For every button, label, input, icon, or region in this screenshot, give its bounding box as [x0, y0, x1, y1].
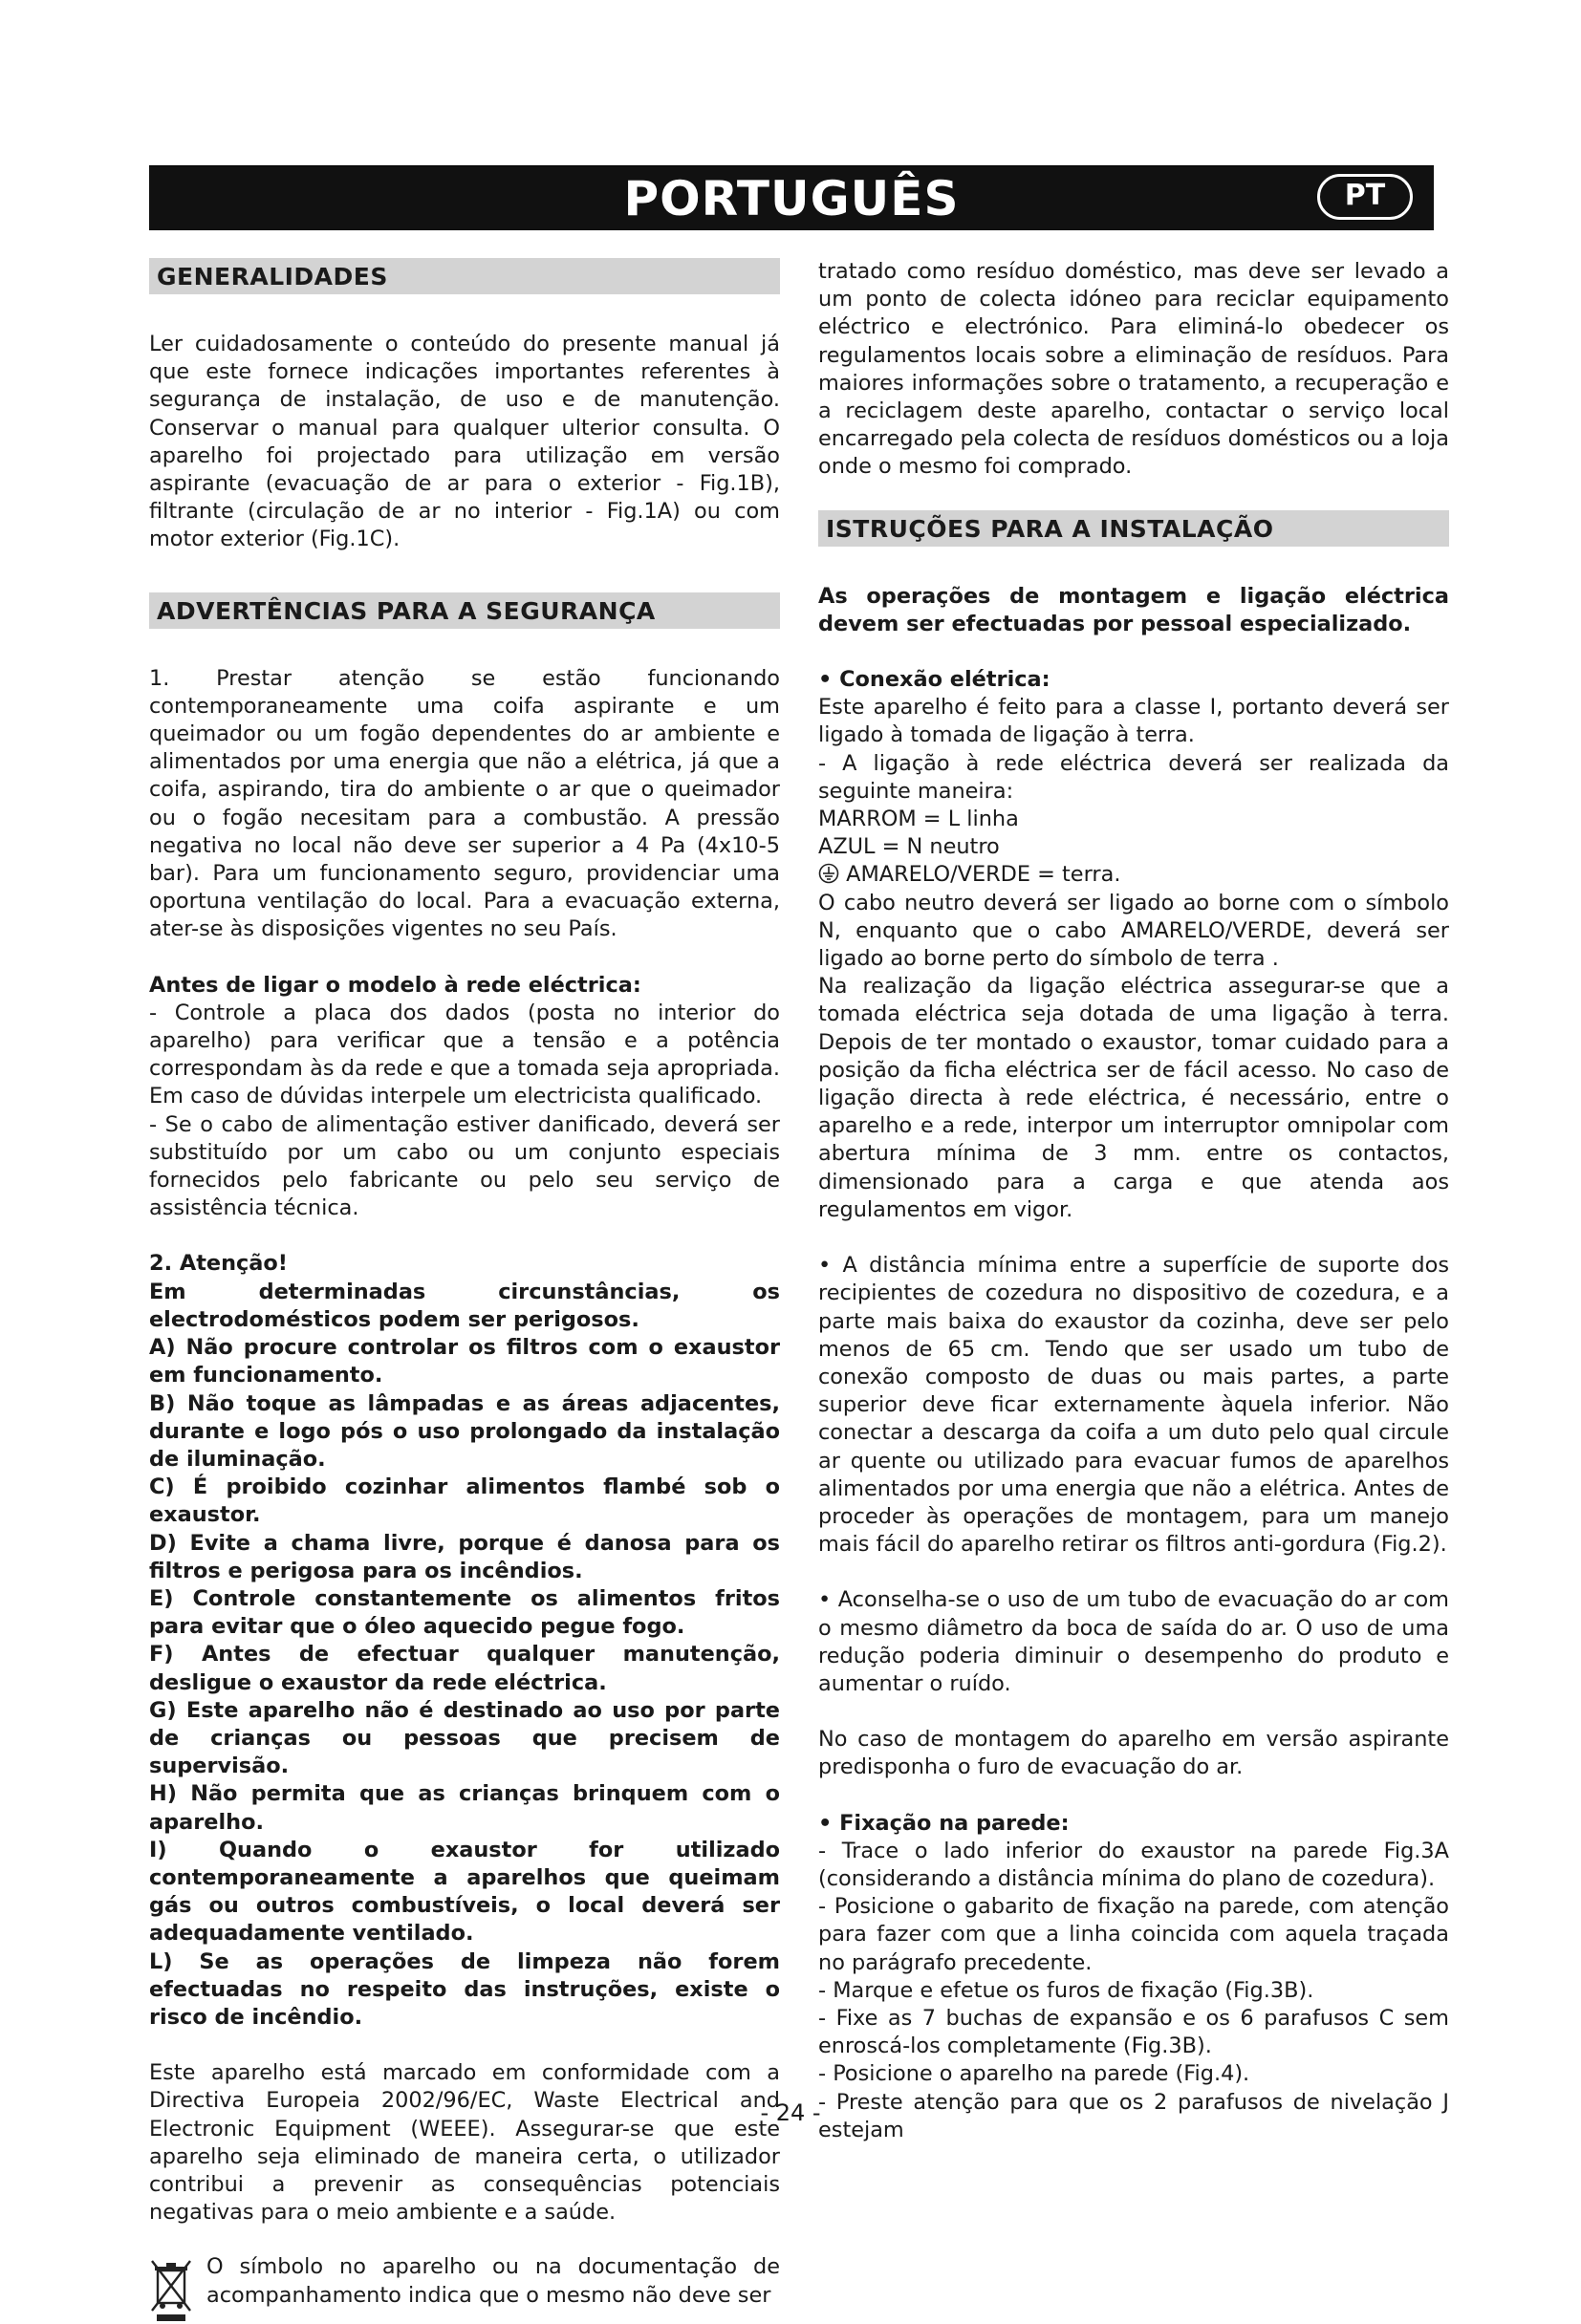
attention-title: 2. Atenção! — [149, 1251, 289, 1277]
paragraph-before-connect-b: - Se o cabo de alimentação estiver danificado, deverá ser substituído por um cabo ou um conjunto especiais fornecidos pelo fabricante ou pelo seu serviço de assistência técnica. — [149, 1111, 780, 1221]
electric-connection-line: MARROM = L linha — [818, 807, 1019, 832]
weee-notice — [149, 2253, 780, 2324]
paragraph-weee-symbol: O símbolo no aparelho ou na documentação de acompanhamento indica que o mesmo não deve ser — [206, 2254, 780, 2308]
electric-connection-line: - A ligação à rede eléctrica deverá ser realizada da seguinte maneira: — [818, 750, 1449, 804]
wall-fixing-title: • Fixação na parede: — [818, 1810, 1070, 1836]
paragraph-weee: Este aparelho está marcado em conformidade com a Directiva Europeia 2002/96/EC, Waste Electrical and Electronic Equipment (WEEE). Assegurar-se que este aparelho seja eliminado de maneira certa, o utilizador contribui a prevenir as consequências potenciais negativas para o meio ambiente e a saúde. — [149, 2060, 780, 2226]
paragraph-before-connect-a: - Controle a placa dos dados (posta no interior do aparelho) para verificar que a tensão e a potência correspondam às da rede e que a tomada seja apropriada. Em caso de dúvidas interpele um electricista qualificado. — [149, 1000, 780, 1109]
paragraph-safety-1: 1. Prestar atenção se estão funcionando contemporaneamente uma coifa aspirante e um queimador ou um fogão dependentes do ar ambiente e alimentados por uma energia que não a elétrica, já que a coifa, aspirando, tira do ambiente o ar que o queimador ou o fogão necesitam para a combustão. A pressão negativa no local não deve ser superior a 4 Pa (4x10-5 bar). Para um funcionamento seguro, providenciar uma oportuna ventilação do local. Para a evacuação externa, ater-se às disposições vigentes no seu País. — [149, 665, 780, 942]
attention-item: D) Evite a chama livre, porque é danosa para os filtros e perigosa para os incêndios. — [149, 1530, 780, 1583]
paragraph-disposal: tratado como resíduo doméstico, mas deve ser levado a um ponto de colecta idóneo para reciclar equipamento eléctrico e electrónico. Para eliminá-lo obedecer os regulamentos locais sobre a eliminação de resíduos. Para maiores informações sobre o tratamento, a recuperação e a reciclagem deste aparelho, contactar o serviço local encarregado pela colecta de resíduos domésticos ou a loja onde o mesmo foi comprado. — [818, 259, 1449, 480]
wall-fixing-line: - Fixe as 7 buchas de expansão e os 6 parafusos C sem enroscá-los completamente (Fig.3B). — [818, 2005, 1449, 2059]
paragraph-before-connect-title: Antes de ligar o modelo à rede eléctrica: — [149, 972, 641, 998]
electric-connection-line: Na realização da ligação eléctrica assegurar-se que a tomada eléctrica seja dotada de uma ligação à terra. Depois de ter montado o exaustor, tomar cuidado para a posição da ficha eléctrica ser de fácil acesso. No caso de ligação directa à rede eléctrica, é necessário, entre o aparelho e a rede, interpor um interruptor omnipolar com abertura mínima de 3 mm. entre os contactos, dimensionado para a carga e que atenda aos regulamentos em vigor. — [818, 974, 1449, 1222]
section-heading-generalidades: GENERALIDADES — [149, 258, 780, 294]
crossed-bin-icon — [149, 2257, 193, 2324]
electric-connection-line: AZUL = N neutro — [818, 834, 1000, 860]
paragraph-exhaust-hole: No caso de montagem do aparelho em versão aspirante predisponha o furo de evacuação do ar. — [818, 1727, 1449, 1780]
language-badge: PT — [1317, 174, 1413, 220]
attention-item: E) Controle constantemente os alimentos fritos para evitar que o óleo aquecido pegue fogo. — [149, 1585, 780, 1640]
paragraph-duct-advice: • Aconselha-se o uso de um tubo de evacuação do ar com o mesmo diâmetro da boca de saída do ar. O uso de uma redução poderia diminuir o desempenho do produto e aumentar o ruído. — [818, 1587, 1449, 1696]
language-banner — [149, 165, 1434, 230]
wall-fixing-line: - Posicione o aparelho na parede (Fig.4). — [818, 2061, 1250, 2087]
wall-fixing-line: - Posicione o gabarito de fixação na parede, com atenção para fazer com que a linha coincida com aquela traçada no parágrafo precedente. — [818, 1894, 1449, 1975]
attention-item: F) Antes de efectuar qualquer manutenção, desligue o exaustor da rede eléctrica. — [149, 1642, 780, 1695]
attention-item: H) Não permita que as crianças brinquem com o aparelho. — [149, 1781, 780, 1835]
wall-fixing-line: - Preste atenção para que os 2 parafusos de nivelação J estejam — [818, 2089, 1449, 2142]
electric-connection-title: • Conexão elétrica: — [818, 667, 1050, 693]
wall-fixing-line: - Marque e efetue os furos de fixação (Fig.3B). — [818, 1977, 1314, 2003]
language-title: PORTUGUÊS — [623, 171, 960, 226]
section-heading-safety: ADVERTÊNCIAS PARA A SEGURANÇA — [149, 592, 780, 629]
electric-connection-line: Este aparelho é feito para a classe I, portanto deverá ser ligado à tomada de ligação à terra. — [818, 695, 1449, 748]
earth-symbol-icon — [818, 863, 839, 884]
left-column — [149, 258, 780, 2324]
electric-connection-line: O cabo neutro deverá ser ligado ao borne com o símbolo N, enquanto que o cabo AMARELO/VERDE, deverá ser ligado ao borne perto do símbolo de terra . — [818, 890, 1449, 972]
attention-item: G) Este aparelho não é destinado ao uso por parte de crianças ou pessoas que precisem de supervisão. — [149, 1697, 780, 1779]
page-number: - 24 - — [760, 2099, 821, 2126]
paragraph-general: Ler cuidadosamente o conteúdo do presente manual já que este fornece indicações importantes referentes à segurança de instalação, de uso e de manutenção. Conservar o manual para qualquer ulterior consulta. O aparelho foi projectado para utilização em versão aspirante (evacuação de ar para o exterior - Fig.1B), filtrante (circulação de ar no interior - Fig.1A) ou com motor exterior (Fig.1C). — [149, 332, 780, 552]
paragraph-minimum-distance: • A distância mínima entre a superfície de suporte dos recipientes de cozedura no dispositivo de cozedura, e a parte mais baixa do exaustor da cozinha, deve ser pelo menos de 65 cm. Tendo que ser usado um tubo de conexão composto de duas ou mais partes, a parte superior deve ficar externamente àquela inferior. Não conectar a descarga da coifa a um duto pelo qual circule ar quente ou utilizado para evacuar fumos de aparelhos alimentados por uma energia que não a elétrica. Antes de proceder às operações de montagem, para um manejo mais fácil do aparelho retirar os filtros anti-gordura (Fig.2). — [818, 1253, 1449, 1558]
attention-item: I) Quando o exaustor for utilizado contemporaneamente a aparelhos que queimam gás ou outros combustíveis, o local deverá ser adequadamente ventilado. — [149, 1837, 780, 1947]
paragraph-installation-warning: As operações de montagem e ligação eléctrica devem ser efectuadas por pessoal especializado. — [818, 583, 1449, 636]
attention-item: C) É proibido cozinhar alimentos flambé sob o exaustor. — [149, 1474, 780, 1528]
attention-item: B) Não toque as lâmpadas e as áreas adjacentes, durante e logo pós o uso prolongado da instalação de iluminação. — [149, 1390, 780, 1472]
attention-item: Em determinadas circunstâncias, os electrodomésticos podem ser perigosos. — [149, 1279, 780, 1332]
attention-item: A) Não procure controlar os filtros com o exaustor em funcionamento. — [149, 1335, 780, 1388]
electric-connection-line: AMARELO/VERDE = terra. — [818, 861, 1449, 889]
section-heading-installation: ISTRUÇÕES PARA A INSTALAÇÃO — [818, 510, 1449, 547]
attention-item: L) Se as operações de limpeza não forem efectuadas no respeito das instruções, existe o risco de incêndio. — [149, 1948, 780, 2030]
right-column — [818, 258, 1449, 2144]
wall-fixing-line: - Trace o lado inferior do exaustor na parede Fig.3A (considerando a distância mínima do plano de cozedura). — [818, 1838, 1449, 1891]
